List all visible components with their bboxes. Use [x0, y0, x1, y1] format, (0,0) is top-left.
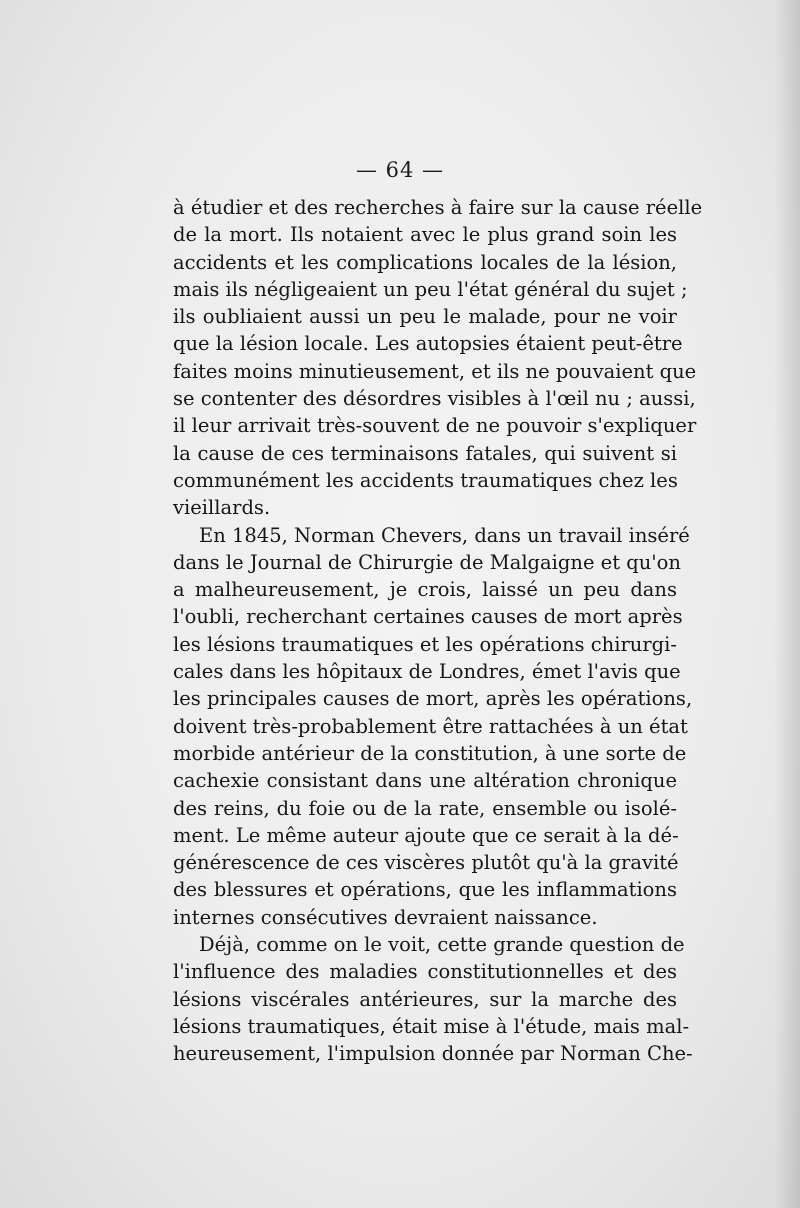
text-line: communément les accidents traumatiques chez les	[173, 468, 678, 492]
text-line: les lésions traumatiques et les opérations chirurgi-	[173, 632, 677, 656]
text-line: ils oubliaient aussi un peu le malade, pour ne voir	[173, 305, 677, 329]
paragraph-1	[173, 194, 703, 522]
text-line: de la mort. Ils notaient avec le plus grand soin les	[173, 223, 677, 247]
text-line: dans le Journal de Chirurgie de Malgaigne et qu'on	[173, 550, 681, 574]
text-line: l'oubli, recherchant certaines causes de mort après	[173, 605, 683, 629]
paragraph-3	[173, 931, 693, 1067]
text-line: doivent très-probablement être rattachées à un état	[173, 714, 688, 738]
text-line: lésions traumatiques, était mise à l'étude, mais mal-	[173, 1014, 690, 1038]
text-line: mais ils négligeaient un peu l'état général du sujet ;	[173, 277, 688, 301]
text-line: à étudier et des recherches à faire sur la cause réelle	[173, 196, 703, 219]
text-line: heureusement, l'impulsion donnée par Norman Che-	[173, 1042, 693, 1066]
text-line: générescence de ces viscères plutôt qu'à la gravité	[173, 851, 679, 875]
text-line: accidents et les complications locales de la lésion,	[173, 250, 677, 274]
text-line: les principales causes de mort, après les opérations,	[173, 687, 693, 711]
text-line: se contenter des désordres visibles à l'œil nu ; aussi,	[173, 387, 696, 411]
text-line: lésions viscérales antérieures, sur la marche des	[173, 987, 677, 1011]
text-line: ment. Le même auteur ajoute que ce serait à la dé-	[173, 823, 679, 847]
text-line: faites moins minutieusement, et ils ne pouvaient que	[173, 359, 697, 383]
page-body	[173, 194, 703, 1068]
text-line: cachexie consistant dans une altération chronique	[173, 769, 677, 793]
text-line: des blessures et opérations, que les inflammations	[173, 878, 677, 902]
text-line: internes consécutives devraient naissance.	[173, 905, 598, 929]
text-line: des reins, du foie ou de la rate, ensemble ou isolé-	[173, 796, 677, 820]
text-line: a malheureusement, je crois, laissé un peu dans	[173, 578, 677, 602]
page-number: — 64 —	[355, 158, 445, 182]
text-line: que la lésion locale. Les autopsies étaient peut-être	[173, 332, 683, 356]
text-line: En 1845, Norman Chevers, dans un travail inséré	[199, 523, 690, 547]
text-line: cales dans les hôpitaux de Londres, émet l'avis que	[173, 660, 681, 684]
text-line: l'influence des maladies constitutionnelles et des	[173, 960, 677, 984]
text-line: la cause de ces terminaisons fatales, qui suivent si	[173, 441, 677, 465]
text-line: morbide antérieur de la constitution, à une sorte de	[173, 741, 687, 765]
text-line: Déjà, comme on le voit, cette grande question de	[199, 933, 685, 957]
text-line: il leur arrivait très-souvent de ne pouvoir s'expliquer	[173, 414, 697, 438]
text-line: vieillards.	[173, 496, 271, 520]
paragraph-2	[173, 522, 693, 931]
